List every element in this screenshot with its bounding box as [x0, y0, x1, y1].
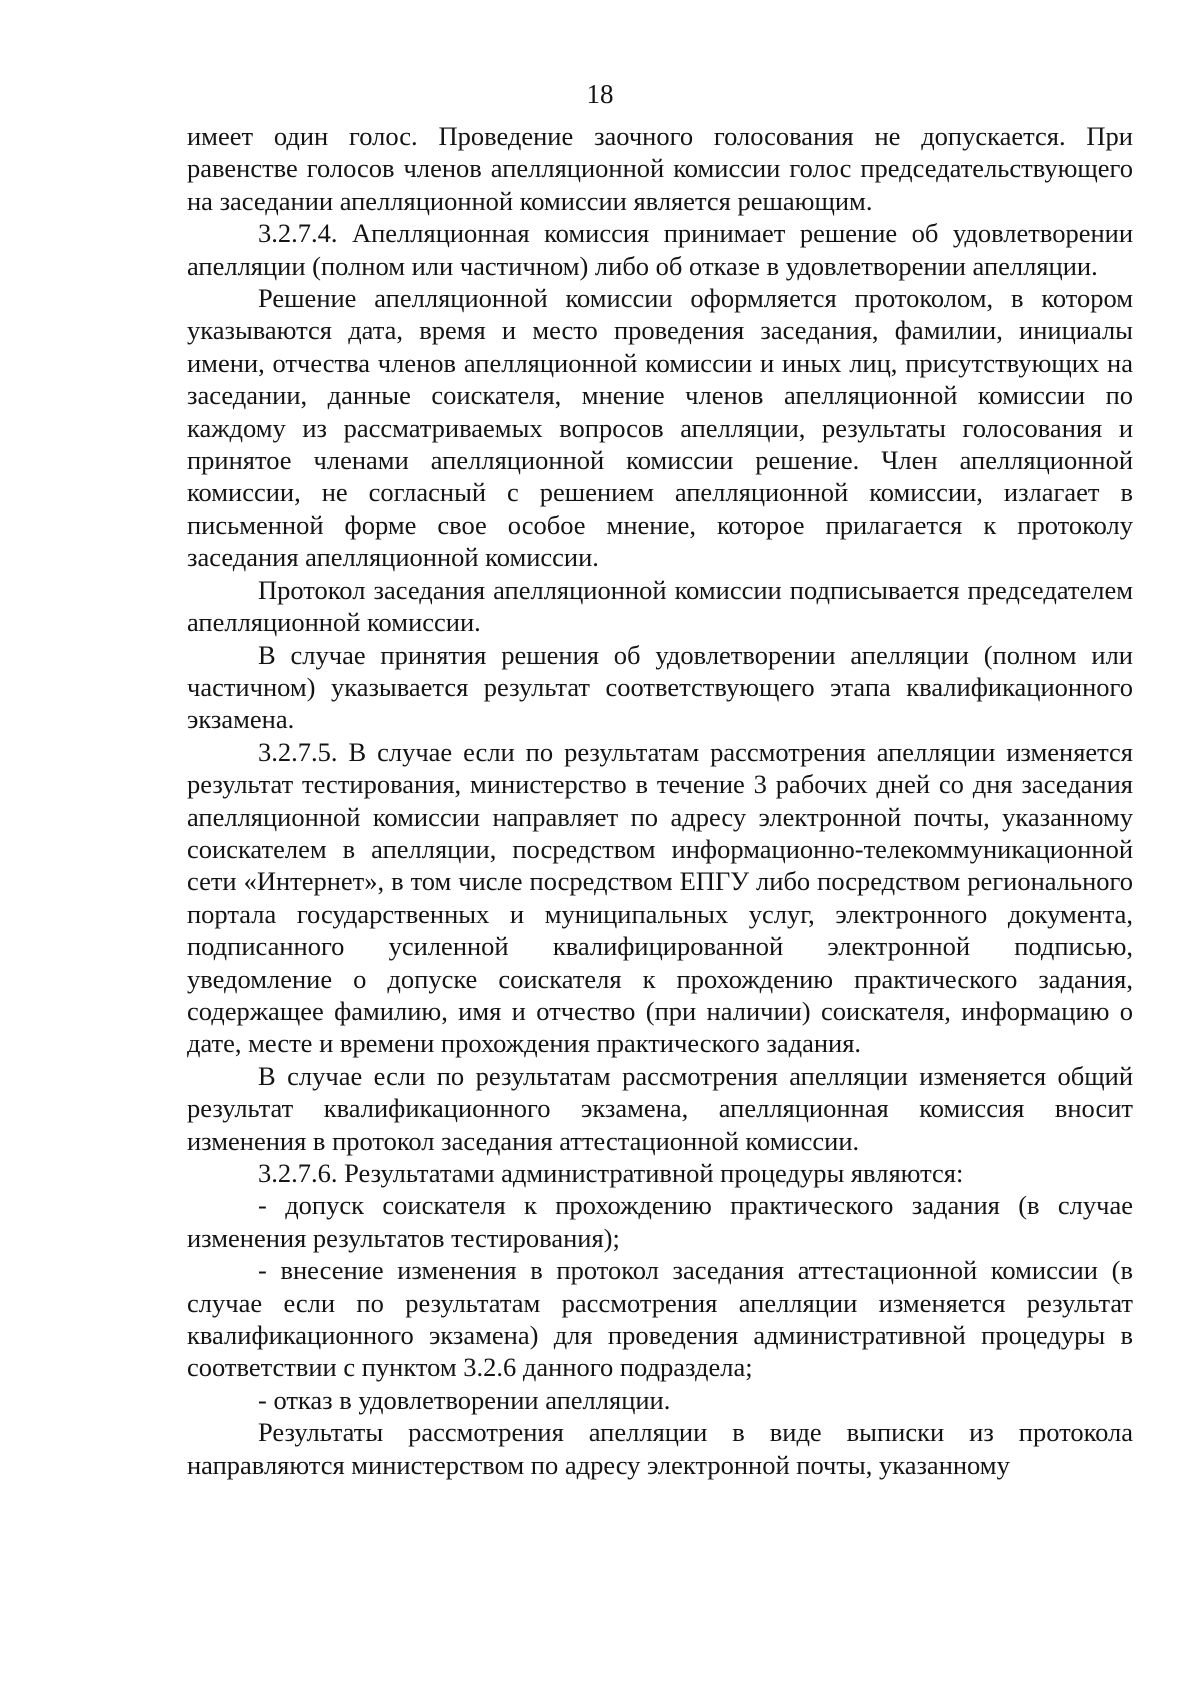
paragraph: В случае если по результатам рассмотрения апелляции изменяется общий результат квалификационного экзамена, апелляционная комиссия вносит изменения в протокол заседания аттестационной комиссии. — [187, 1060, 1133, 1156]
paragraph: 3.2.7.6. Результатами административной процедуры являются: — [258, 1158, 964, 1188]
paragraph: Протокол заседания апелляционной комиссии подписывается председателем апелляционной комиссии. — [187, 574, 1133, 638]
paragraph: 3.2.7.4. Апелляционная комиссия принимает решение об удовлетворении апелляции (полном или частичном) либо об отказе в удовлетворении апелляции. — [187, 218, 1133, 281]
paragraph: 3.2.7.5. В случае если по результатам рассмотрения апелляции изменяется результат тестирования, министерство в течение 3 рабочих дней со дня заседания апелляционной комиссии направляет по адресу электронной почты, указанному соискателем в апелляции, посредством информационно-телекоммуникационной сети «Интернет», в том числе посредством ЕПГУ либо посредством регионального портала государственных и муниципальных услуг, электронного документа, подписанного усиленной квалифицированной электронной подписью, уведомление о допуске соискателя к прохождению практического задания, содержащее фамилию, имя и отчество (при наличии) соискателя, информацию о дате, месте и времени прохождения практического задания. — [187, 736, 1133, 1059]
document-body — [187, 120, 1133, 1481]
paragraph: Решение апелляционной комиссии оформляется протоколом, в котором указываются дата, время и место проведения заседания, фамилии, инициалы имени, отчества членов апелляционной комиссии и иных лиц, присутствующих на заседании, данные соискателя, мнение членов апелляционной комиссии по каждому из рассматриваемых вопросов апелляции, результаты голосования и принятое членами апелляционной комиссии решение. Член апелляционной комиссии, не согласный с решением апелляционной комиссии, излагает в письменной форме свое особое мнение, которое прилагается к протоколу заседания апелляционной комиссии. — [187, 283, 1133, 573]
paragraph: Результаты рассмотрения апелляции в виде выписки из протокола направляются министерством по адресу электронной почты, указанному — [187, 1417, 1133, 1480]
paragraph: имеет один голос. Проведение заочного голосования не допускается. При равенстве голосов членов апелляционной комиссии голос председательствующего на заседании апелляционной комиссии является решающим. — [187, 121, 1133, 216]
paragraph: В случае принятия решения об удовлетворении апелляции (полном или частичном) указывается результат соответствующего этапа квалификационного экзамена. — [187, 639, 1133, 735]
list-item: - допуск соискателя к прохождению практического задания (в случае изменения результатов тестирования); — [187, 1190, 1133, 1253]
page-number: 18 — [586, 79, 614, 109]
list-item: - внесение изменения в протокол заседания аттестационной комиссии (в случае если по результатам рассмотрения апелляции изменяется результат квалификационного экзамена) для проведения административной процедуры в соответствии с пунктом 3.2.6 данного подраздела; — [187, 1255, 1133, 1383]
list-item: - отказ в удовлетворении апелляции. — [258, 1384, 671, 1415]
